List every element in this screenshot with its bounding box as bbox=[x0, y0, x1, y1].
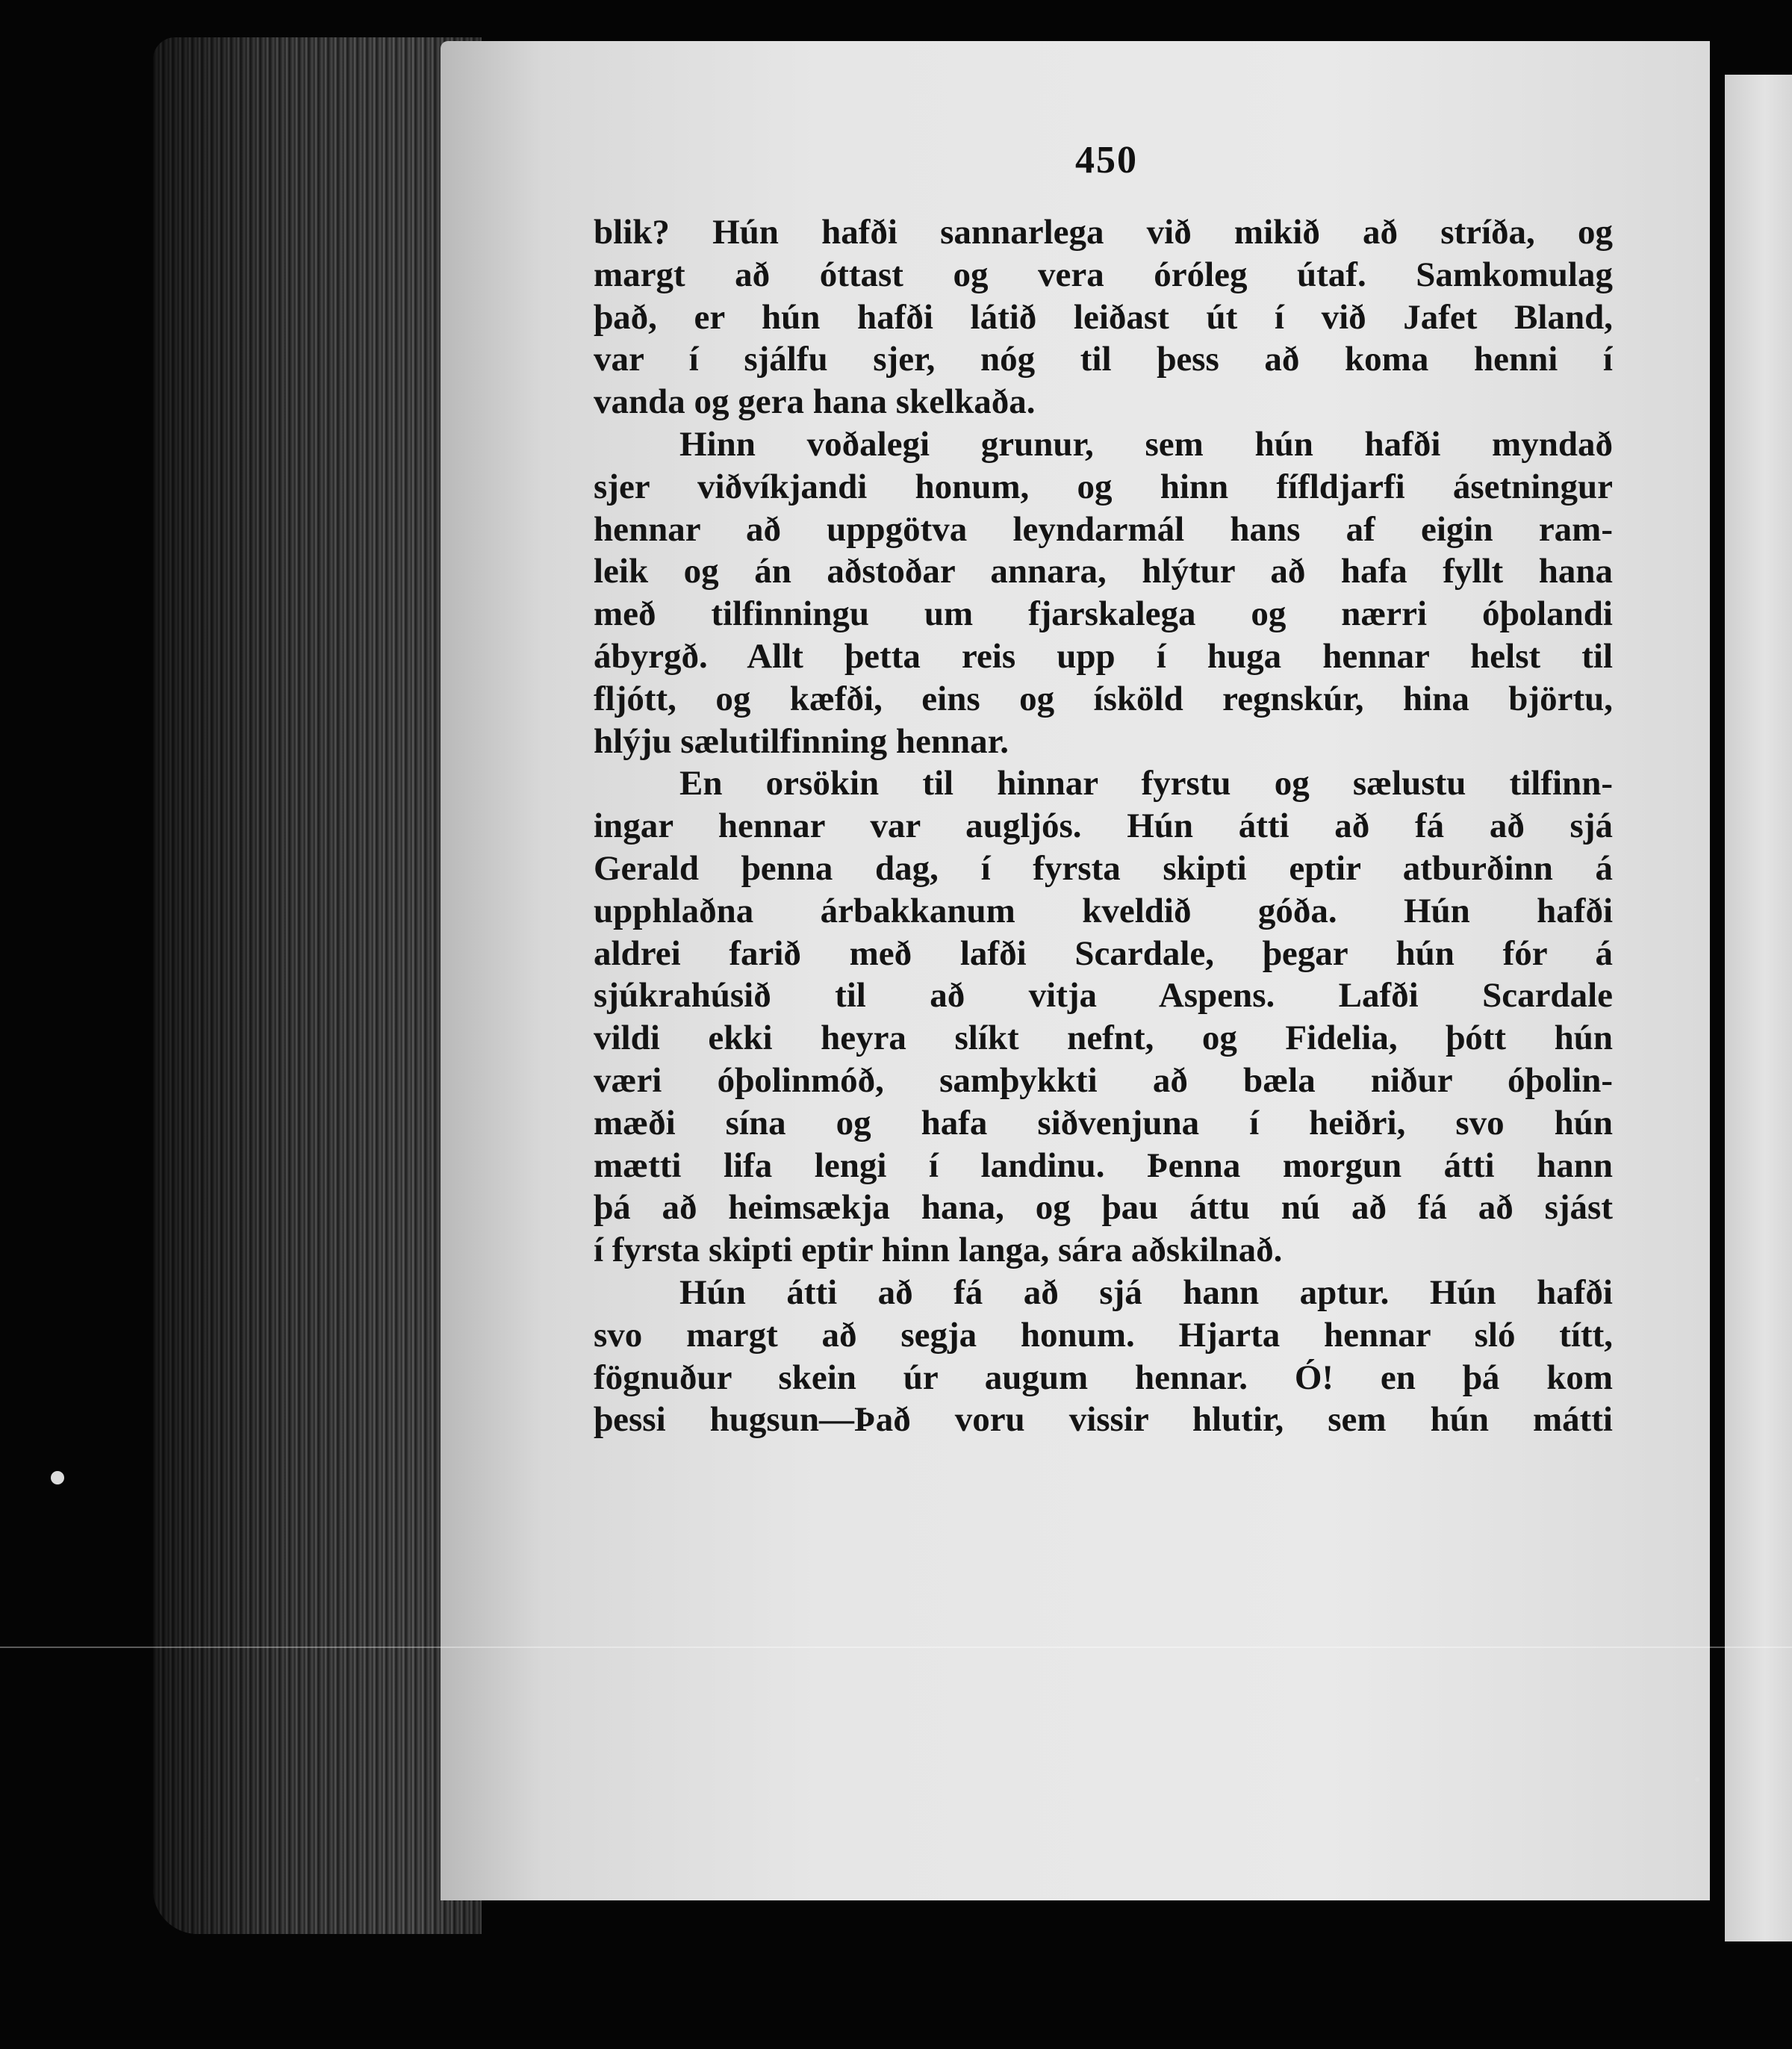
body-text bbox=[594, 211, 1613, 1441]
facing-page-edge bbox=[1725, 75, 1792, 1941]
text-line: væri óþolinmóð, samþykkti að bæla niður óþolin- bbox=[594, 1060, 1613, 1100]
paragraph bbox=[594, 423, 1613, 762]
text-line: það, er hún hafði látið leiðast út í við Jafet Bland, bbox=[594, 297, 1613, 337]
text-line: blik? Hún hafði sannarlega við mikið að stríða, og bbox=[594, 213, 1613, 252]
text-line: upphlaðna árbakkanum kveldið góða. Hún hafði bbox=[594, 891, 1613, 930]
page-number: 450 bbox=[1075, 139, 1138, 181]
text-line: vildi ekki heyra slíkt nefnt, og Fidelia, þótt hún bbox=[594, 1019, 1613, 1058]
scan-speck bbox=[51, 1471, 64, 1484]
text-line: svo margt að segja honum. Hjarta hennar sló títt, bbox=[594, 1315, 1613, 1355]
text-line: fögnuður skein úr augum hennar. Ó! en þá kom bbox=[594, 1358, 1613, 1397]
text-line: En orsökin til hinnar fyrstu og sælustu tilfinn- bbox=[679, 764, 1613, 803]
text-line: sjer viðvíkjandi honum, og hinn fífldjarfi ásetningur bbox=[594, 467, 1613, 506]
text-line: sjúkrahúsið til að vitja Aspens. Lafði Scardale bbox=[594, 976, 1613, 1016]
text-line: vanda og gera hana skelkaða. bbox=[594, 382, 1036, 422]
text-line: hennar að uppgötva leyndarmál hans af eigin ram- bbox=[594, 509, 1613, 549]
scan-artifact-line bbox=[0, 1647, 1792, 1648]
text-line: Hún átti að fá að sjá hann aptur. Hún hafði bbox=[679, 1272, 1613, 1312]
text-line: í fyrsta skipti eptir hinn langa, sára aðskilnað. bbox=[594, 1231, 1283, 1270]
text-line: Gerald þenna dag, í fyrsta skipti eptir atburðinn á bbox=[594, 848, 1613, 888]
text-line: margt að óttast og vera óróleg útaf. Samkomulag bbox=[594, 255, 1613, 294]
text-line: mætti lifa lengi í landinu. Þenna morgun átti hann bbox=[594, 1145, 1613, 1185]
text-line: fljótt, og kæfði, eins og ísköld regnskúr, hina björtu, bbox=[594, 679, 1613, 718]
text-line: hlýju sælutilfinning hennar. bbox=[594, 721, 1009, 761]
paragraph bbox=[594, 211, 1613, 423]
text-line: með tilfinningu um fjarskalega og nærri óþolandi bbox=[594, 594, 1613, 634]
text-line: ábyrgð. Allt þetta reis upp í huga hennar helst til bbox=[594, 636, 1613, 676]
text-line: Hinn voðalegi grunur, sem hún hafði myndað bbox=[679, 424, 1613, 464]
paragraph bbox=[594, 762, 1613, 1272]
text-line: mæði sína og hafa siðvenjuna í heiðri, svo hún bbox=[594, 1103, 1613, 1142]
text-line: þessi hugsun—Það voru vissir hlutir, sem hún mátti bbox=[594, 1400, 1613, 1440]
paragraph bbox=[594, 1272, 1613, 1441]
book-edge-shadow bbox=[153, 37, 482, 1934]
text-line: þá að heimsækja hana, og þau áttu nú að fá að sjást bbox=[594, 1188, 1613, 1228]
text-line: var í sjálfu sjer, nóg til þess að koma henni í bbox=[594, 340, 1613, 379]
scan-speck bbox=[1695, 1777, 1699, 1782]
text-line: ingar hennar var augljós. Hún átti að fá að sjá bbox=[594, 806, 1613, 846]
text-line: aldrei farið með lafði Scardale, þegar hún fór á bbox=[594, 933, 1613, 973]
text-line: leik og án aðstoðar annara, hlýtur að hafa fyllt hana bbox=[594, 552, 1613, 591]
